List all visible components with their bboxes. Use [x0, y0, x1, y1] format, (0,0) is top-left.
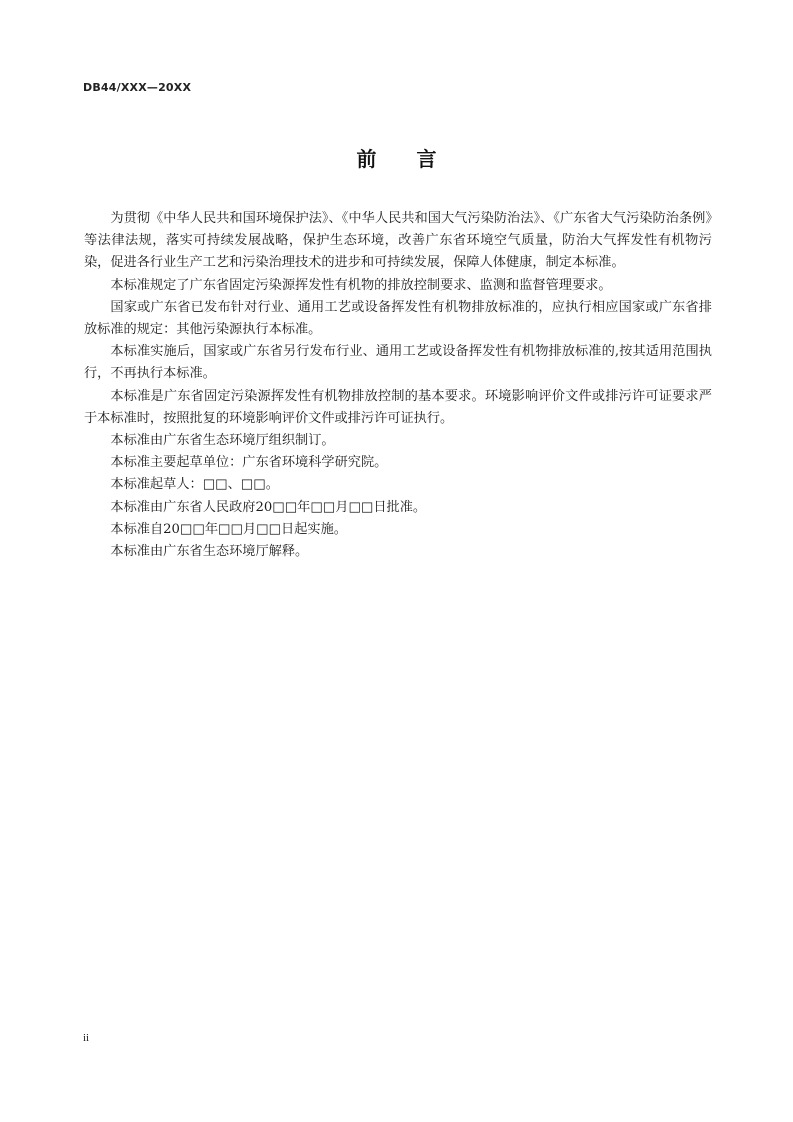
page-number: ii — [83, 1032, 90, 1044]
paragraph-organizer: 本标准由广东省生态环境厅组织制订。 — [110, 433, 335, 449]
document-code: DB44/XXX—20XX — [83, 81, 192, 94]
paragraph-drafting-unit: 本标准主要起草单位：广东省环境科学研究院。 — [110, 455, 388, 471]
paragraph-after-implementation: 本标准实施后，国家或广东省另行发布行业、通用工艺或设备挥发性有机物排放标准的,按其适用范围执行，不再执行本标准。 — [84, 344, 712, 382]
title-char-2: 言 — [416, 147, 437, 171]
paragraph-purpose: 为贯彻《中华人民共和国环境保护法》、《中华人民共和国大气污染防治法》、《广东省大气污染防治条例》等法律法规，落实可持续发展战略，保护生态环境，改善广东省环境空气质量，防治大气挥发性有机物污染，促进各行业生产工艺和污染治理技术的进步和可持续发展，保障人体健康，制定本标准。 — [84, 211, 712, 271]
paragraph-effective-date: 本标准自20□□年□□月□□日起实施。 — [110, 521, 347, 537]
paragraph-basic-requirement: 本标准是广东省固定污染源挥发性有机物排放控制的基本要求。环境影响评价文件或排污许可证要求严于本标准时，按照批复的环境影响评价文件或排污许可证执行。 — [84, 388, 712, 426]
foreword-body — [84, 208, 712, 563]
page-title — [0, 143, 793, 172]
paragraph-existing-standards: 国家或广东省已发布针对行业、通用工艺或设备挥发性有机物排放标准的，应执行相应国家或广东省排放标准的规定：其他污染源执行本标准。 — [84, 299, 712, 338]
paragraph-approval: 本标准由广东省人民政府20□□年□□月□□日批准。 — [110, 499, 427, 515]
paragraph-drafters: 本标准起草人：□□、□□。 — [110, 477, 279, 493]
paragraph-scope: 本标准规定了广东省固定污染源挥发性有机物的排放控制要求、监测和监督管理要求。 — [110, 277, 612, 293]
paragraph-interpretation: 本标准由广东省生态环境厅解释。 — [110, 544, 309, 560]
title-char-1: 前 — [356, 147, 377, 171]
